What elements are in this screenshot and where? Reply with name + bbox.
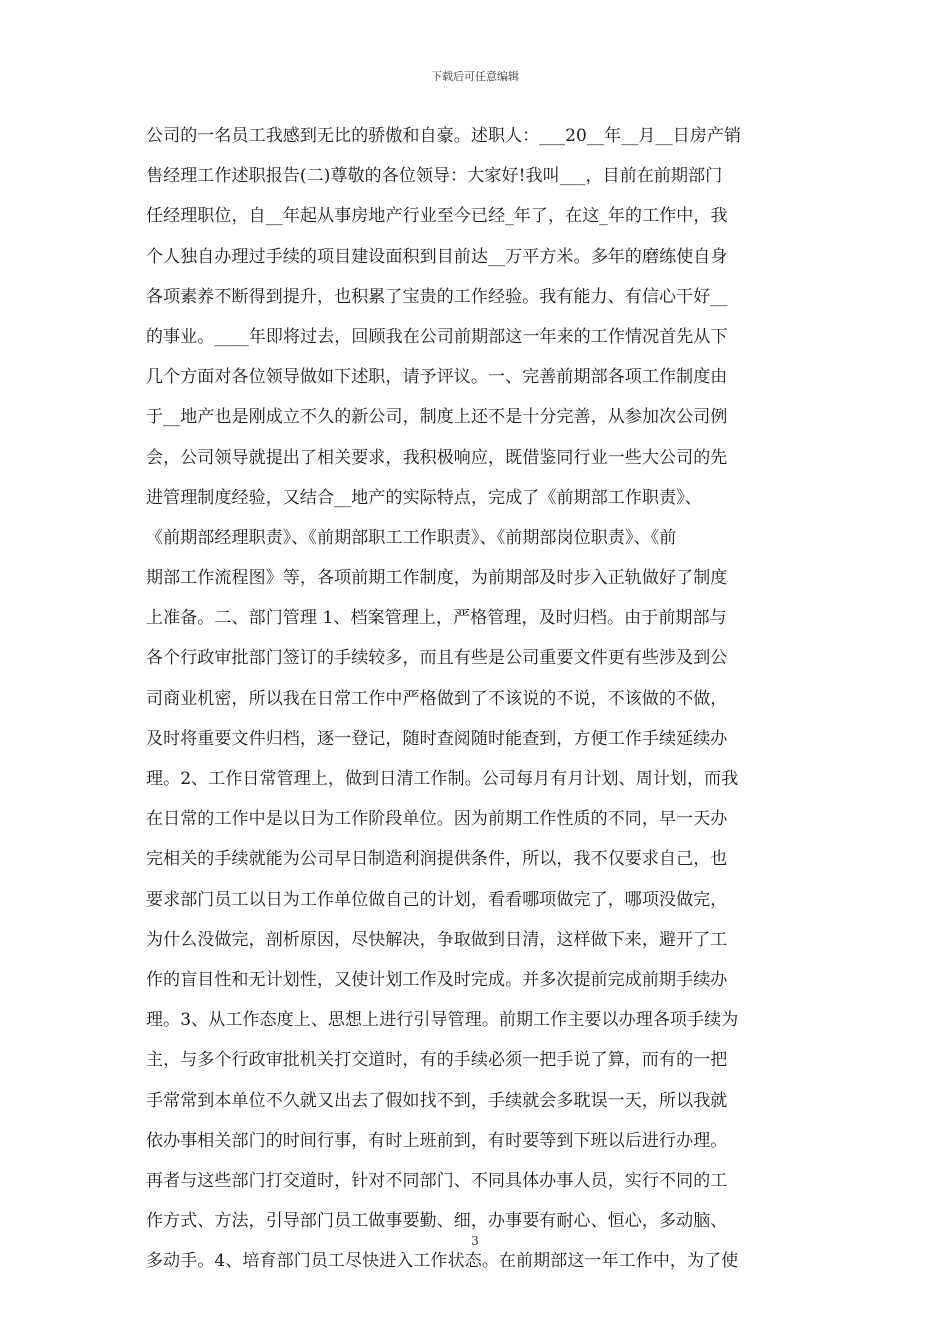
text-line: 完相关的手续就能为公司早日制造利润提供条件，所以，我不仅要求自己，也 xyxy=(146,849,728,870)
text-line: 作的盲目性和无计划性，又使计划工作及时完成。并多次提前完成前期手续办 xyxy=(146,969,728,990)
text-line: 在日常的工作中是以日为工作阶段单位。因为前期工作性质的不同，早一天办 xyxy=(146,809,728,830)
text-line: 几个方面对各位领导做如下述职，请予评议。一、完善前期部各项工作制度由 xyxy=(146,367,728,388)
page-number: 3 xyxy=(471,1234,479,1248)
text-line: 个人独自办理过手续的项目建设面积到目前达__万平方米。多年的磨练使自身 xyxy=(146,246,728,267)
text-line: 各个行政审批部门签订的手续较多，而且有些是公司重要文件更有些涉及到公 xyxy=(146,648,728,669)
text-line: 理。3、从工作态度上、思想上进行引导管理。前期工作主要以办理各项手续为 xyxy=(146,1010,739,1031)
text-line: 于__地产也是刚成立不久的新公司，制度上还不是十分完善，从参加次公司例 xyxy=(146,407,728,428)
text-line: 上准备。二、部门管理 1、档案管理上，严格管理，及时归档。由于前期部与 xyxy=(146,608,727,629)
text-line: 要求部门员工以日为工作单位做自己的计划，看看哪项做完了，哪项没做完， xyxy=(146,889,728,910)
text-line: 期部工作流程图》等，各项前期工作制度，为前期部及时步入正轨做好了制度 xyxy=(146,568,728,589)
text-line: 《前期部经理职责》、《前期部职工工作职责》、《前期部岗位职责》、《前 xyxy=(146,527,677,548)
page-header: 下载后可任意编辑 xyxy=(431,70,519,83)
text-line: 各项素养不断得到提升，也积累了宝贵的工作经验。我有能力、有信心干好__ xyxy=(146,286,728,307)
text-line: 手常常到本单位不久就又出去了假如找不到，手续就会多耽误一天，所以我就 xyxy=(146,1090,728,1111)
body-text xyxy=(146,116,806,1281)
text-line: 会，公司领导就提出了相关要求，我积极响应，既借鉴同行业一些大公司的先 xyxy=(146,447,728,468)
text-line: 售经理工作述职报告(二)尊敬的各位领导：大家好!我叫___，目前在前期部门 xyxy=(146,166,723,187)
text-line: 主，与多个行政审批机关打交道时，有的手续必须一把手说了算，而有的一把 xyxy=(146,1050,728,1071)
text-line: 作方式、方法，引导部门员工做事要勤、细，办事要有耐心、恒心，多动脑、 xyxy=(146,1211,728,1232)
text-line: 依办事相关部门的时间行事，有时上班前到，有时要等到下班以后进行办理。 xyxy=(146,1130,728,1151)
text-line: 多动手。4、培育部门员工尽快进入工作状态。在前期部这一年工作中，为了使 xyxy=(146,1251,739,1272)
text-line: 任经理职位，自__年起从事房地产行业至今已经_年了，在这_年的工作中，我 xyxy=(146,206,728,227)
text-line: 进管理制度经验，又结合__地产的实际特点，完成了《前期部工作职责》、 xyxy=(146,487,702,508)
text-line: 再者与这些部门打交道时，针对不同部门、不同具体办事人员，实行不同的工 xyxy=(146,1170,728,1191)
text-line: 的事业。____年即将过去，回顾我在公司前期部这一年来的工作情况首先从下 xyxy=(146,326,728,347)
text-line: 理。2、工作日常管理上，做到日清工作制。公司每月有月计划、周计划，而我 xyxy=(146,769,739,789)
text-line: 公司的一名员工我感到无比的骄傲和自豪。述职人：___20__年__月__日房产销 xyxy=(146,126,742,146)
text-line: 司商业机密，所以我在日常工作中严格做到了不该说的不说，不该做的不做， xyxy=(146,688,728,709)
text-line: 为什么没做完，剖析原因，尽快解决，争取做到日清，这样做下来，避开了工 xyxy=(146,929,728,950)
text-line: 及时将重要文件归档，逐一登记，随时查阅随时能查到，方便工作手续延续办 xyxy=(146,728,728,749)
